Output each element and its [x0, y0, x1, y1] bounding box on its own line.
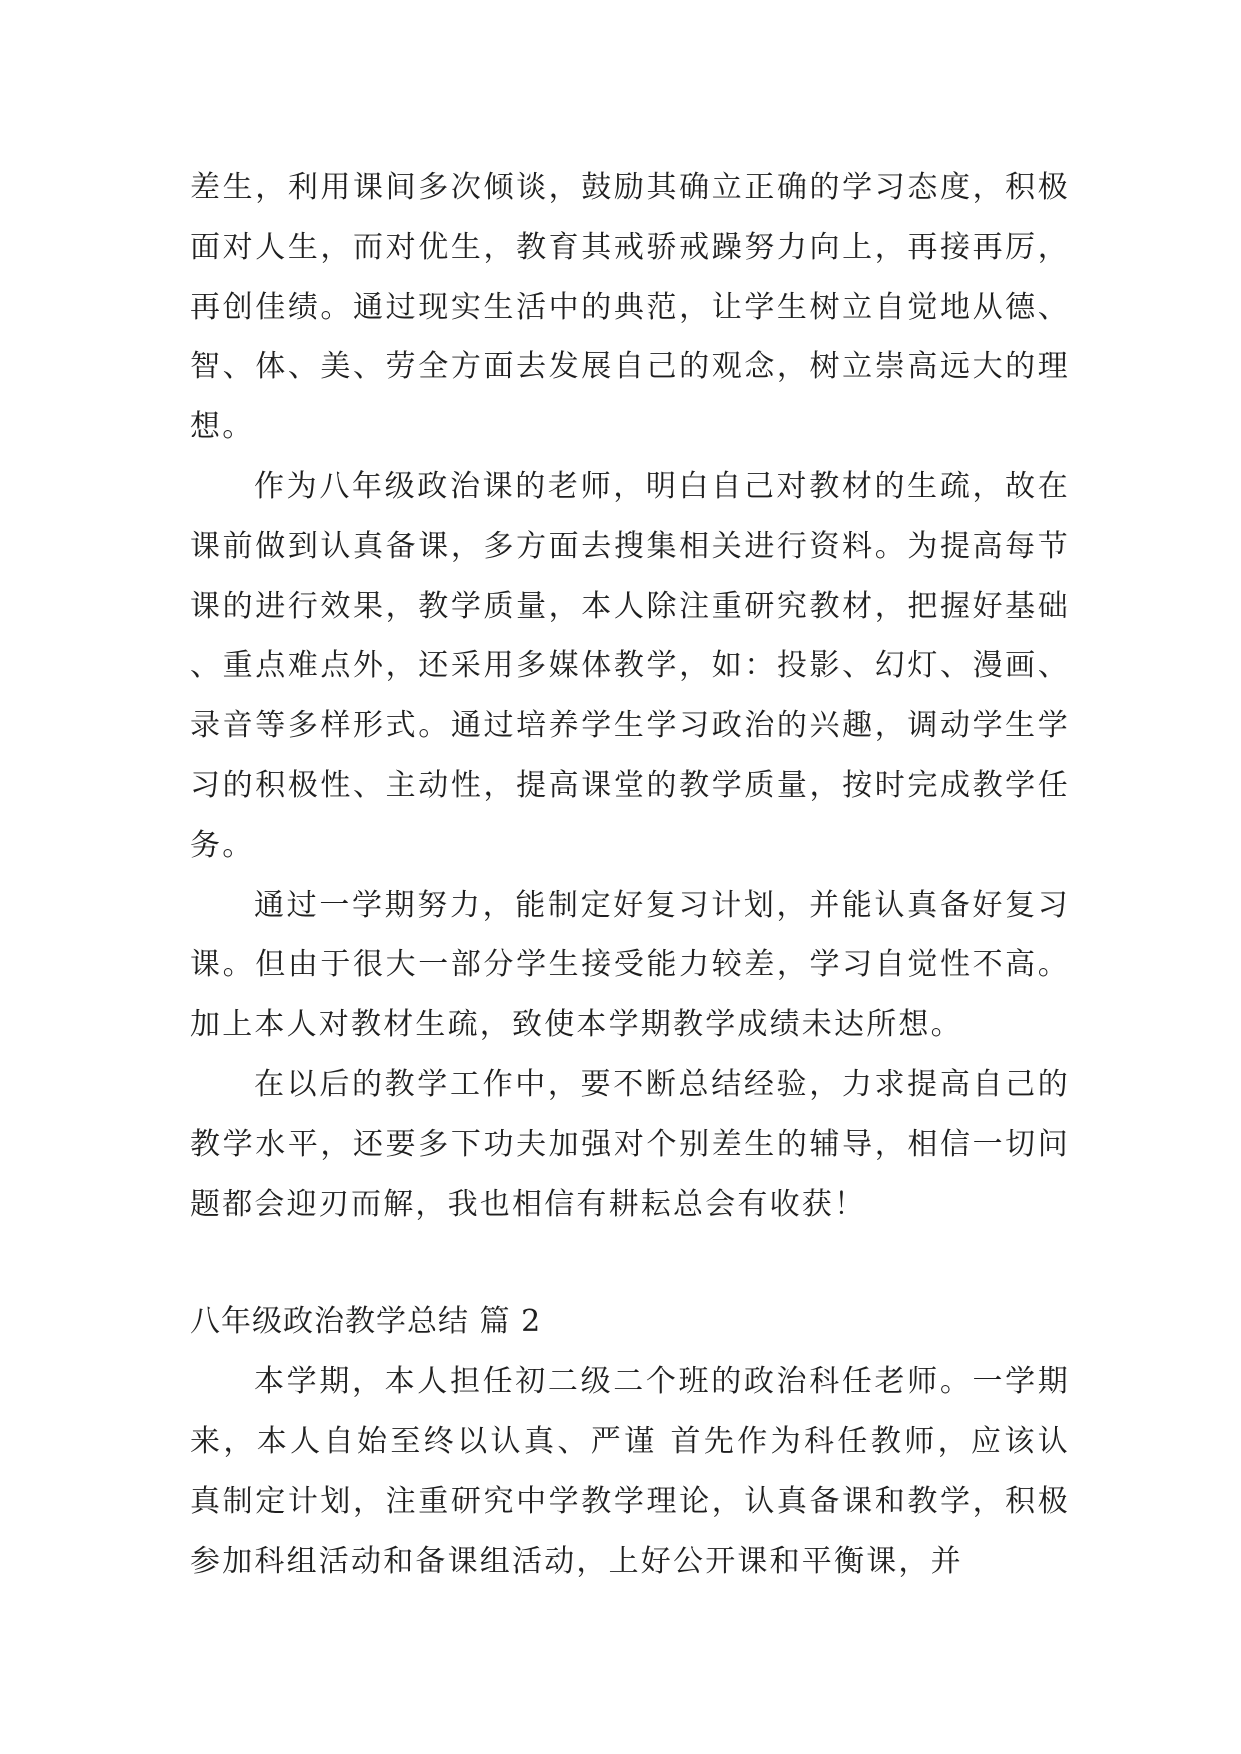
document-body	[190, 158, 1070, 1591]
body-paragraph-1: 差生，利用课间多次倾谈，鼓励其确立正确的学习态度，积极面对人生，而对优生，教育其戒骄戒躁努力向上，再接再厉，再创佳绩。通过现实生活中的典范，让学生树立自觉地从德、智、体、美、劳全方面去发展自己的观念，树立崇高远大的理想。	[190, 170, 1070, 445]
body-paragraph-2: 作为八年级政治课的老师，明白自己对教材的生疏，故在课前做到认真备课，多方面去搜集相关进行资料。为提高每节课的进行效果，教学质量，本人除注重研究教材，把握好基础、重点难点外，还采用多媒体教学，如：投影、幻灯、漫画、录音等多样形式。通过培养学生学习政治的兴趣，调动学生学习的积极性、主动性，提高课堂的教学质量，按时完成教学任务。	[190, 468, 1070, 863]
body-paragraph-4: 在以后的教学工作中，要不断总结经验，力求提高自己的教学水平，还要多下功夫加强对个别差生的辅导，相信一切问题都会迎刃而解，我也相信有耕耘总会有收获！	[190, 1066, 1070, 1222]
body-paragraph-3: 通过一学期努力，能制定好复习计划，并能认真备好复习课。但由于很大一部分学生接受能力较差，学习自觉性不高。加上本人对教材生疏，致使本学期教学成绩未达所想。	[190, 887, 1070, 1043]
body-paragraph-5: 本学期，本人担任初二级二个班的政治科任老师。一学期来，本人自始至终以认真、严谨 首先作为科任教师，应该认真制定计划，注重研究中学教学理论，认真备课和教学，积极参加科组活动和备课组活动，上好公开课和平衡课，并	[190, 1364, 1070, 1579]
section-heading: 八年级政治教学总结 篇 2	[190, 1304, 542, 1340]
